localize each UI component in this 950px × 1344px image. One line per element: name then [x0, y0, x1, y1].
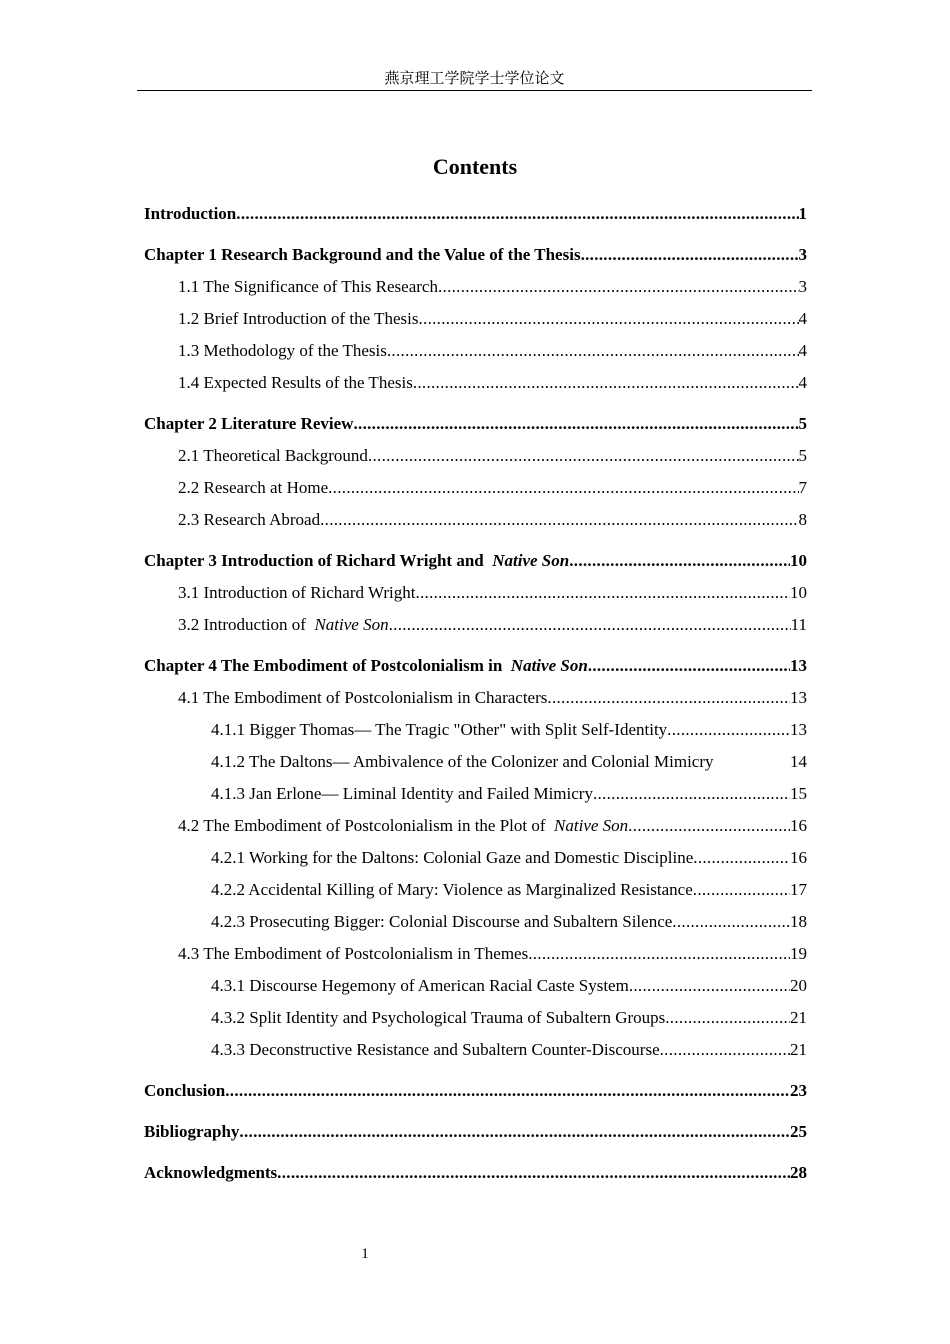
toc-entry[interactable]: [144, 1002, 807, 1034]
toc-entry-text: 4.3.2 Split Identity and Psychological Trauma of Subaltern Groups: [211, 1008, 666, 1027]
toc-entry-text: 4.1 The Embodiment of Postcolonialism in Characters: [178, 688, 548, 707]
toc-entry-title: [144, 198, 236, 230]
toc-entry-title: [178, 810, 628, 842]
toc-entry-title: [211, 714, 667, 746]
toc-entry-title: [211, 906, 672, 938]
toc-page-number: 4: [798, 309, 807, 328]
toc-entry[interactable]: [144, 906, 807, 938]
toc-leader-dots: [368, 440, 799, 472]
toc-entry-title: [211, 778, 593, 810]
toc-entry-title: [178, 335, 387, 367]
toc-entry[interactable]: [144, 239, 807, 271]
toc-entry[interactable]: [144, 335, 807, 367]
toc-leader-dots: [239, 1116, 790, 1148]
toc-entry[interactable]: [144, 367, 807, 399]
toc-leader-dots: [353, 408, 798, 440]
toc-page-number: 18: [790, 912, 807, 931]
toc-entry-title: [178, 472, 328, 504]
toc-leader-dots: [569, 545, 790, 577]
toc-entry-text: 2.1 Theoretical Background: [178, 446, 368, 465]
toc-entry[interactable]: [144, 778, 807, 810]
toc-page-number: 5: [798, 414, 807, 433]
toc-page-number: 21: [790, 1040, 807, 1059]
toc-page-number: 3: [798, 245, 807, 264]
toc-entry-text: 4.1.3 Jan Erlone— Liminal Identity and Failed Mimicry: [211, 784, 593, 803]
toc-leader-dots: [415, 577, 790, 609]
toc-entry[interactable]: [144, 545, 807, 577]
toc-page-number: 10: [790, 583, 807, 602]
toc-entry-title: [178, 682, 547, 714]
toc-leader-dots: [581, 239, 799, 271]
toc-entry-title: [211, 970, 629, 1002]
toc-entry-title: [144, 650, 588, 682]
toc-page-number: 7: [798, 478, 807, 497]
toc-page-number: 16: [790, 816, 807, 835]
table-of-contents: [144, 198, 807, 1189]
toc-entry-title: [178, 504, 320, 536]
toc-entry[interactable]: [144, 970, 807, 1002]
toc-entry[interactable]: [144, 1075, 807, 1107]
toc-entry[interactable]: [144, 682, 807, 714]
running-header-text: 燕京理工学院学士学位论文: [384, 71, 565, 87]
toc-entry-title: [178, 609, 389, 641]
page-title: Contents: [432, 154, 518, 179]
toc-entry[interactable]: [144, 198, 807, 230]
toc-entry-title: [178, 440, 368, 472]
toc-entry-title: [144, 1116, 239, 1148]
toc-leader-dots: [593, 778, 790, 810]
toc-page-number: 14: [790, 752, 807, 771]
toc-entry-title: [144, 408, 353, 440]
toc-leader-dots: [665, 1002, 790, 1034]
toc-entry-title: [144, 545, 569, 577]
toc-entry-text: 1.4 Expected Results of the Thesis: [178, 373, 413, 392]
toc-entry[interactable]: [144, 1034, 807, 1066]
toc-entry-text: 1.1 The Significance of This Research: [178, 277, 438, 296]
toc-entry[interactable]: [144, 714, 807, 746]
toc-entry[interactable]: [144, 577, 807, 609]
toc-page-number: 3: [798, 277, 807, 296]
toc-entry[interactable]: [144, 746, 807, 778]
toc-leader-dots: [629, 970, 790, 1002]
toc-page-number: 4: [798, 373, 807, 392]
toc-entry-text: 4.1.1 Bigger Thomas— The Tragic "Other" with Split Self-Identity: [211, 720, 668, 739]
toc-page-number: 16: [790, 848, 807, 867]
toc-entry-text: Chapter 1 Research Background and the Value of the Thesis: [144, 245, 581, 264]
toc-leader-dots: [528, 938, 790, 970]
toc-leader-dots: [236, 198, 798, 230]
toc-entry-title: [144, 239, 581, 271]
toc-entry-title: [144, 1075, 225, 1107]
toc-leader-dots: [628, 810, 790, 842]
toc-entry-italic-title: Native Son: [554, 816, 629, 835]
toc-entry[interactable]: [144, 303, 807, 335]
toc-page-number: 19: [790, 944, 807, 963]
toc-entry[interactable]: [144, 874, 807, 906]
toc-entry-text: 4.1.2 The Daltons— Ambivalence of the Colonizer and Colonial Mimicry: [211, 752, 714, 771]
toc-entry-text: 1.2 Brief Introduction of the Thesis: [178, 309, 419, 328]
toc-page-number: 11: [790, 615, 807, 634]
toc-leader-dots: [277, 1157, 790, 1189]
toc-leader-dots: [418, 303, 798, 335]
page-number: 1: [361, 1246, 369, 1262]
toc-page-number: 23: [790, 1081, 807, 1100]
toc-leader-dots: [387, 335, 799, 367]
toc-entry-text: 3.1 Introduction of Richard Wright: [178, 583, 416, 602]
toc-entry-text: Introduction: [144, 204, 237, 223]
toc-entry-text: Conclusion: [144, 1081, 226, 1100]
toc-entry-title: [178, 271, 438, 303]
toc-entry[interactable]: [144, 650, 807, 682]
toc-entry-italic-title: Native Son: [314, 615, 389, 634]
toc-page-number: 17: [790, 880, 807, 899]
toc-page-number: 5: [798, 446, 807, 465]
toc-entry-title: [178, 303, 418, 335]
toc-page-number: 10: [790, 551, 807, 570]
toc-page-number: 21: [790, 1008, 807, 1027]
toc-entry-title: [178, 367, 413, 399]
toc-page-number: 13: [790, 656, 807, 675]
toc-entry-text: 4.2.3 Prosecuting Bigger: Colonial Discourse and Subaltern Silence: [211, 912, 673, 931]
toc-page-number: 28: [790, 1163, 807, 1182]
toc-entry-text: 2.3 Research Abroad: [178, 510, 321, 529]
toc-leader-dots: [413, 367, 799, 399]
toc-entry-text: Bibliography: [144, 1122, 240, 1141]
toc-leader-dots: [328, 472, 798, 504]
toc-leader-dots: [667, 714, 790, 746]
toc-entry-text: Chapter 3 Introduction of Richard Wright and: [144, 551, 484, 570]
toc-entry-text: 4.3 The Embodiment of Postcolonialism in Themes: [178, 944, 529, 963]
toc-page-number: 13: [790, 688, 807, 707]
toc-leader-dots: [660, 1034, 790, 1066]
toc-page-number: 4: [798, 341, 807, 360]
toc-entry-text: Chapter 4 The Embodiment of Postcolonialism in: [144, 656, 503, 675]
toc-entry-text: 3.2 Introduction of: [178, 615, 306, 634]
toc-entry-title: [178, 577, 415, 609]
toc-entry[interactable]: [144, 810, 807, 842]
toc-entry-title: [211, 842, 693, 874]
toc-leader-dots: [672, 906, 790, 938]
toc-leader-dots: [389, 609, 791, 641]
toc-entry-text: Acknowledgments: [144, 1163, 278, 1182]
toc-leader-dots: [225, 1075, 790, 1107]
toc-entry-text: 2.2 Research at Home: [178, 478, 329, 497]
toc-entry-italic-title: Native Son: [510, 656, 588, 675]
toc-entry-title: [211, 874, 693, 906]
toc-entry[interactable]: [144, 472, 807, 504]
toc-entry[interactable]: [144, 938, 807, 970]
toc-leader-dots: [547, 682, 790, 714]
toc-entry[interactable]: [144, 504, 807, 536]
toc-page-number: 1: [798, 204, 807, 223]
toc-entry-text: 4.2.1 Working for the Daltons: Colonial Gaze and Domestic Discipline: [211, 848, 694, 867]
toc-entry[interactable]: [144, 271, 807, 303]
toc-entry-title: [178, 938, 528, 970]
toc-page-number: 25: [790, 1122, 807, 1141]
toc-leader-dots: [693, 874, 790, 906]
toc-entry-text: 4.2 The Embodiment of Postcolonialism in the Plot of: [178, 816, 546, 835]
toc-entry-title: [144, 1157, 277, 1189]
toc-entry-title: [211, 1002, 665, 1034]
toc-entry-text: 4.3.1 Discourse Hegemony of American Racial Caste System: [211, 976, 629, 995]
toc-entry[interactable]: [144, 842, 807, 874]
toc-leader-dots: [588, 650, 790, 682]
toc-entry[interactable]: [144, 1157, 807, 1189]
toc-entry-italic-title: Native Son: [492, 551, 570, 570]
toc-entry-text: Chapter 2 Literature Review: [144, 414, 354, 433]
toc-entry[interactable]: [144, 408, 807, 440]
toc-entry-text: 1.3 Methodology of the Thesis: [178, 341, 387, 360]
toc-entry-text: 4.2.2 Accidental Killing of Mary: Violence as Marginalized Resistance: [211, 880, 693, 899]
toc-page-number: 8: [798, 510, 807, 529]
toc-page-number: 13: [790, 720, 807, 739]
toc-page-number: 15: [790, 784, 807, 803]
toc-entry[interactable]: [144, 609, 807, 641]
toc-entry[interactable]: [144, 440, 807, 472]
toc-leader-dots: [693, 842, 790, 874]
toc-entry[interactable]: [144, 1116, 807, 1148]
toc-entry-text: 4.3.3 Deconstructive Resistance and Subaltern Counter-Discourse: [211, 1040, 660, 1059]
toc-page-number: 20: [790, 976, 807, 995]
toc-entry-title: [211, 1034, 660, 1066]
toc-entry-title: [211, 746, 714, 778]
toc-leader-dots: [320, 504, 798, 536]
running-header: [137, 68, 812, 91]
toc-leader-dots: [438, 271, 799, 303]
